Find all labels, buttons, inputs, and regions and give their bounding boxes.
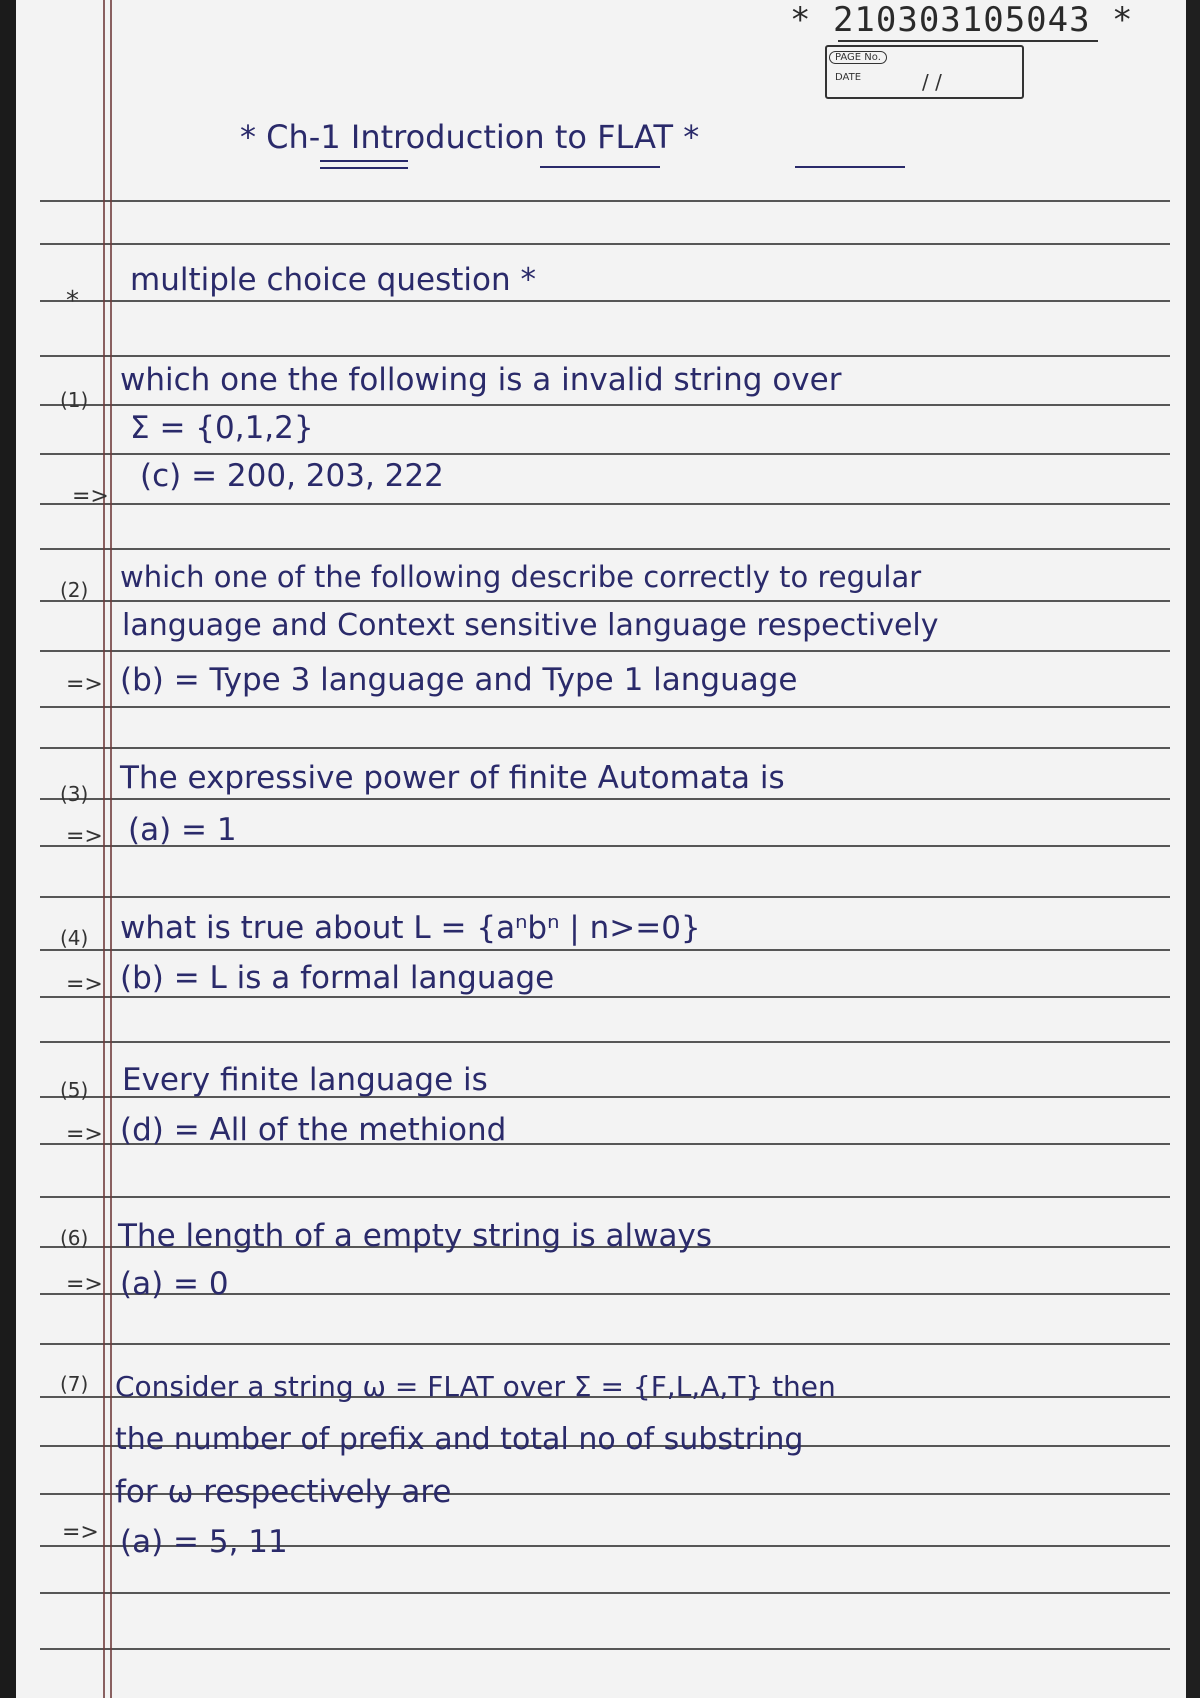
question-text: Σ = {0,1,2} bbox=[130, 410, 314, 446]
title-underline-3 bbox=[540, 166, 660, 168]
ruled-line bbox=[40, 453, 1170, 455]
margin-line-outer bbox=[103, 0, 105, 1698]
question-number: (2) bbox=[60, 578, 89, 602]
question-text: the number of prefix and total no of substring bbox=[115, 1422, 804, 1457]
question-number: (6) bbox=[60, 1226, 89, 1250]
ruled-line bbox=[40, 996, 1170, 998]
page-no-label: PAGE No. bbox=[829, 51, 887, 64]
answer-text: (b) = Type 3 language and Type 1 language bbox=[120, 662, 798, 698]
ruled-line bbox=[40, 1592, 1170, 1594]
question-text: The expressive power of finite Automata is bbox=[120, 760, 785, 796]
date-label: DATE bbox=[835, 72, 862, 83]
question-text: which one the following is a invalid string over bbox=[120, 362, 842, 398]
page-left-edge bbox=[0, 0, 16, 1698]
ruled-line bbox=[40, 896, 1170, 898]
ruled-line bbox=[40, 200, 1170, 202]
title-underline-4 bbox=[795, 166, 905, 168]
answer-text: (a) = 5, 11 bbox=[120, 1524, 288, 1560]
question-text: what is true about L = {aⁿbⁿ | n>=0} bbox=[120, 910, 701, 946]
answer-text: (d) = All of the methiond bbox=[120, 1112, 507, 1148]
section-heading: multiple choice question * bbox=[130, 262, 536, 298]
question-text: Consider a string ω = FLAT over Σ = {F,L,A,T} then bbox=[115, 1370, 836, 1403]
ruled-line bbox=[40, 503, 1170, 505]
question-text: which one of the following describe correctly to regular bbox=[120, 560, 922, 594]
ruled-line bbox=[40, 1343, 1170, 1345]
roll-number-underline bbox=[838, 40, 1098, 42]
ruled-line bbox=[40, 1648, 1170, 1650]
ruled-line bbox=[40, 747, 1170, 749]
question-text: for ω respectively are bbox=[115, 1474, 452, 1510]
ruled-line bbox=[40, 1196, 1170, 1198]
answer-arrow: => bbox=[66, 1272, 103, 1297]
title-underline-1 bbox=[320, 160, 408, 162]
answer-arrow: => bbox=[66, 1122, 103, 1147]
answer-arrow: => bbox=[66, 824, 103, 849]
ruled-line bbox=[40, 650, 1170, 652]
ruled-line bbox=[40, 600, 1170, 602]
question-number: (7) bbox=[60, 1372, 89, 1396]
question-text: The length of a empty string is always bbox=[118, 1218, 712, 1254]
title-underline-2 bbox=[320, 167, 408, 169]
answer-text: (b) = L is a formal language bbox=[120, 960, 555, 996]
answer-text: (c) = 200, 203, 222 bbox=[140, 458, 444, 494]
ruled-line bbox=[40, 548, 1170, 550]
section-bullet: * bbox=[66, 286, 79, 316]
answer-arrow: => bbox=[72, 484, 109, 509]
question-text: Every finite language is bbox=[122, 1062, 488, 1098]
ruled-line bbox=[40, 706, 1170, 708]
ruled-line bbox=[40, 798, 1170, 800]
date-value: / / bbox=[922, 70, 942, 94]
answer-arrow: => bbox=[62, 1520, 99, 1545]
ruled-line bbox=[40, 949, 1170, 951]
page-title: * Ch-1 Introduction to FLAT * bbox=[240, 118, 700, 156]
answer-arrow: => bbox=[66, 672, 103, 697]
ruled-line bbox=[40, 355, 1170, 357]
answer-text: (a) = 0 bbox=[120, 1266, 229, 1302]
answer-arrow: => bbox=[66, 972, 103, 997]
ruled-line bbox=[40, 300, 1170, 302]
ruled-line bbox=[40, 404, 1170, 406]
ruled-line bbox=[40, 243, 1170, 245]
page-right-edge bbox=[1186, 0, 1200, 1698]
roll-number: * 210303105043 * bbox=[790, 0, 1134, 40]
question-text: language and Context sensitive language respectively bbox=[122, 608, 939, 643]
ruled-line bbox=[40, 1041, 1170, 1043]
question-number: (1) bbox=[60, 388, 89, 412]
question-number: (4) bbox=[60, 926, 89, 950]
question-number: (3) bbox=[60, 782, 89, 806]
margin-line-inner bbox=[110, 0, 112, 1698]
question-number: (5) bbox=[60, 1078, 89, 1102]
answer-text: (a) = 1 bbox=[128, 812, 237, 848]
